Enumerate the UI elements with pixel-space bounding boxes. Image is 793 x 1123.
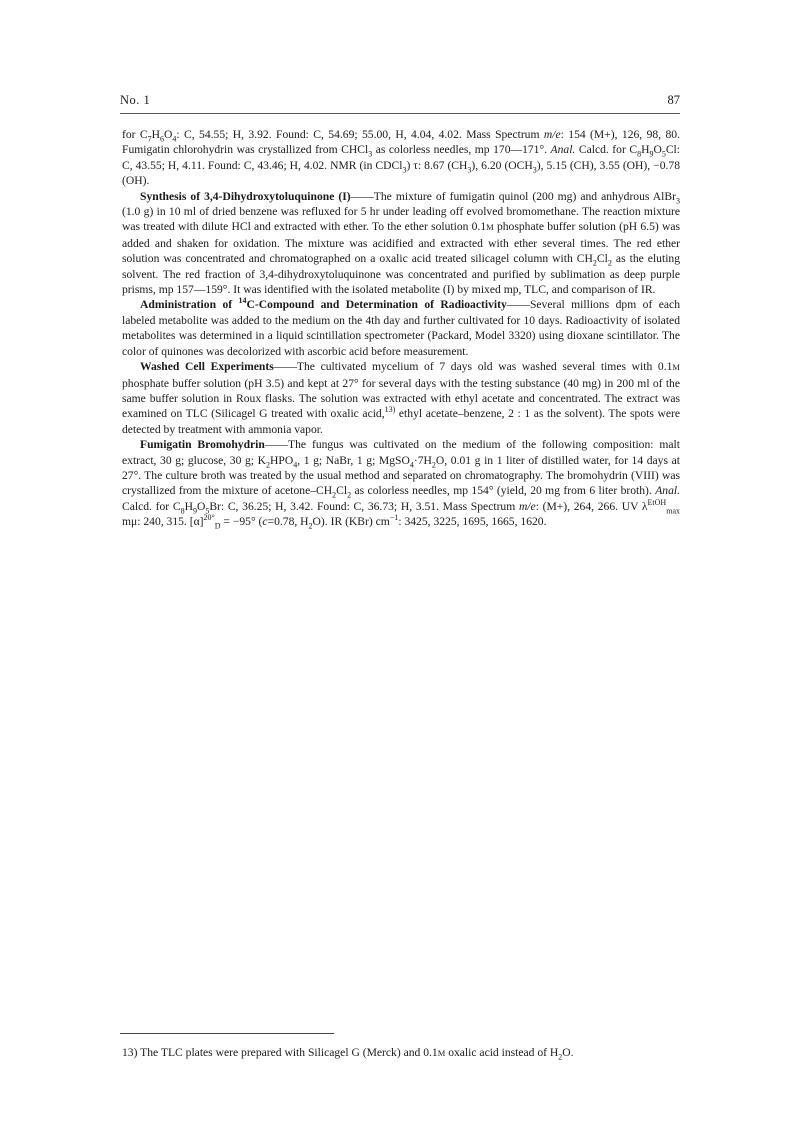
text-run: 5 [205, 506, 210, 516]
text-run: −1 [389, 513, 399, 523]
text-run: Anal. [550, 143, 576, 157]
text-run: Calcd. for C [122, 499, 181, 513]
text-run: : 154 (M+), 126, 98, 80. Fumigatin chlorohydrin was crystallized from CHCl [122, 128, 680, 157]
text-run: O, 0.01 g in 1 liter of distilled water, for 14 days at 27°. The culture broth was treated by the usual method and separated on chromatography. The bromohydrin (VIII) was crystallized from the mixture of acetone–CH [122, 453, 680, 498]
text-run: H [641, 143, 650, 157]
text-run: ethyl acetate–benzene, 2 : 1 as the solvent). The spots were detected by treatment with ammonia vapor. [122, 407, 680, 436]
text-run: m/e [543, 128, 561, 141]
paragraph-analysis-continued [122, 127, 680, 189]
text-run: 8 [637, 149, 642, 159]
text-run: as colorless needles, mp 170—171°. [372, 143, 551, 157]
footnote-13 [122, 1045, 682, 1061]
text-run: 13) [384, 405, 396, 415]
text-run: 2 [558, 1052, 563, 1062]
text-run: 3 [368, 149, 373, 159]
page-number: 87 [667, 93, 680, 107]
text-run: phosphate buffer solution (pH 6.5) was added and shaken for oxidation. The mixture was acidified and extracted with ether several times. The red ether solution was concentrated and chromatographed on a oxalic acid treated silicagel column with CH [122, 220, 680, 266]
text-run: = −95° ( [220, 515, 263, 529]
text-run: 4 [409, 459, 414, 469]
paragraph-synthesis-dihydroxytoluquinone [122, 189, 680, 298]
text-run: as colorless needles, mp 154° (yield, 20 mg from 6 liter broth). [351, 484, 656, 498]
text-run: H [151, 128, 161, 141]
text-run: 14 [238, 296, 247, 306]
text-run: c [262, 515, 268, 529]
text-run: 9 [192, 506, 197, 516]
text-run: EtOH [647, 497, 667, 507]
text-run: 2 [431, 459, 436, 469]
text-run: Br: C, 36.25; H, 3.42. Found: C, 36.73; H, 3.51. Mass Spectrum [209, 499, 519, 513]
text-run: ) τ: 8.67 (CH [406, 158, 468, 172]
text-run: ·7H [413, 453, 432, 467]
text-run: O. [562, 1046, 574, 1059]
footnote-rule [120, 1033, 334, 1034]
text-run: Cl [596, 252, 608, 266]
text-run: 3 [532, 165, 537, 175]
text-run: C-Compound and Determination of Radioactivity [246, 298, 507, 312]
text-run: : 3425, 3225, 1695, 1665, 1620. [398, 515, 547, 529]
text-run: 9 [649, 149, 654, 159]
paragraph-washed-cell-experiments [122, 359, 680, 437]
text-run: Fumigatin Bromohydrin [140, 438, 265, 452]
text-run: 2 [308, 521, 313, 531]
text-run: , 1 g; NaBr, 1 g; MgSO [297, 453, 410, 467]
page-header [120, 93, 680, 109]
text-run: Anal. [655, 484, 681, 498]
text-run: 8 [180, 506, 185, 516]
text-run: oxalic acid instead of H [445, 1046, 559, 1059]
text-run: O [164, 128, 173, 141]
text-run: 6 [160, 134, 165, 144]
text-run: D [214, 521, 221, 531]
text-run: O). IR (KBr) cm [312, 515, 390, 529]
text-run: for C [122, 128, 148, 141]
text-run: 7 [147, 134, 152, 144]
paragraph-fumigatin-bromohydrin [122, 437, 680, 529]
text-run: O [653, 143, 662, 157]
text-run: : (M+), 264, 266. UV λ [535, 499, 648, 513]
text-run: ——The fungus was cultivated on the medium of the following composition: malt extract, 30 g; glucose, 30 g; K [122, 438, 680, 467]
text-run: ——The cultivated mycelium of 7 days old was washed several times with 0.1 [273, 360, 673, 374]
text-run: 2 [332, 490, 337, 500]
text-run: mμ: 240, 315. [α] [122, 515, 204, 529]
text-run: O [196, 499, 206, 513]
text-run: HPO [270, 453, 294, 467]
experimental-section [122, 127, 680, 530]
text-run: 3 [402, 165, 407, 175]
text-run: ), 5.15 (CH), 3.55 (OH), −0.78 (OH). [122, 158, 680, 188]
text-run: ), 6.20 (OCH [471, 158, 533, 172]
text-run: ——The mixture of fumigatin quinol (200 mg) and anhydrous AlBr [350, 189, 676, 203]
text-run: ——Several millions dpm of each labeled metabolite was added to the medium on the 4th day and further cultivated for 10 days. Radioactivity of isolated metabolites was determined in a liquid scintillation spectrometer (Packard, Model 3320) using dioxane scintillator. The color of quinones was decolorized with ascorbic acid before measurement. [122, 298, 680, 358]
text-run: Calcd. for C [575, 143, 638, 157]
text-run: 20° [203, 513, 215, 523]
text-run: 2 [347, 490, 352, 500]
text-run: M [486, 222, 494, 233]
text-run: M [437, 1048, 446, 1058]
paragraph-administration-14c [122, 297, 680, 359]
text-run: Cl [336, 484, 348, 498]
text-run: H [184, 499, 193, 513]
text-run: 4 [293, 459, 298, 469]
text-run: 3 [676, 195, 680, 205]
header-rule [120, 113, 680, 114]
text-run: Synthesis of 3,4-Dihydroxytoluquinone (I) [140, 189, 351, 203]
text-run: as the eluting solvent. The red fraction of 3,4-dihydroxytoluquinone was concentrated and purified by sublimation as deep purple prisms, mp 157—159°. It was identified with the isolated metabolite (I) by mixed mp, TLC, and comparison of IR. [122, 252, 681, 297]
journal-issue-number: No. 1 [120, 93, 151, 107]
text-run: (1.0 g) in 10 ml of dried benzene was refluxed for 5 hr under leading off evolved bromomethane. The reaction mixture was treated with dilute HCl and extracted with ether. To the ether solution 0.1 [122, 205, 680, 234]
text-run: 2 [607, 258, 612, 268]
text-run: 2 [592, 258, 597, 268]
text-run: m/e [518, 499, 536, 513]
text-run: 3 [467, 165, 472, 175]
text-run: Washed Cell Experiments [140, 360, 274, 374]
text-run: M [672, 362, 680, 373]
text-run: max [666, 506, 680, 516]
text-run: : C, 54.55; H, 3.92. Found: C, 54.69; 55.00, H, 4.04, 4.02. Mass Spectrum [176, 128, 544, 141]
text-run: 5 [661, 149, 666, 159]
text-run: 4 [172, 134, 177, 144]
text-run: Administration of [140, 298, 239, 312]
text-run: =0.78, H [267, 515, 309, 529]
text-run: 13) The TLC plates were prepared with Silicagel G (Merck) and 0.1 [122, 1046, 438, 1059]
text-run: Cl: C, 43.55; H, 4.11. Found: C, 43.46; H, 4.02. NMR (in CDCl [122, 143, 680, 172]
text-run: phosphate buffer solution (pH 3.5) and kept at 27° for several days with the testing substance (40 mg) in 200 ml of the same buffer solution in Roux flasks. The solution was extracted with ethyl acetate and concentrated. The extract was examined on TLC (Silicagel G treated with oxalic acid, [122, 376, 680, 421]
text-run: 2 [266, 459, 270, 469]
